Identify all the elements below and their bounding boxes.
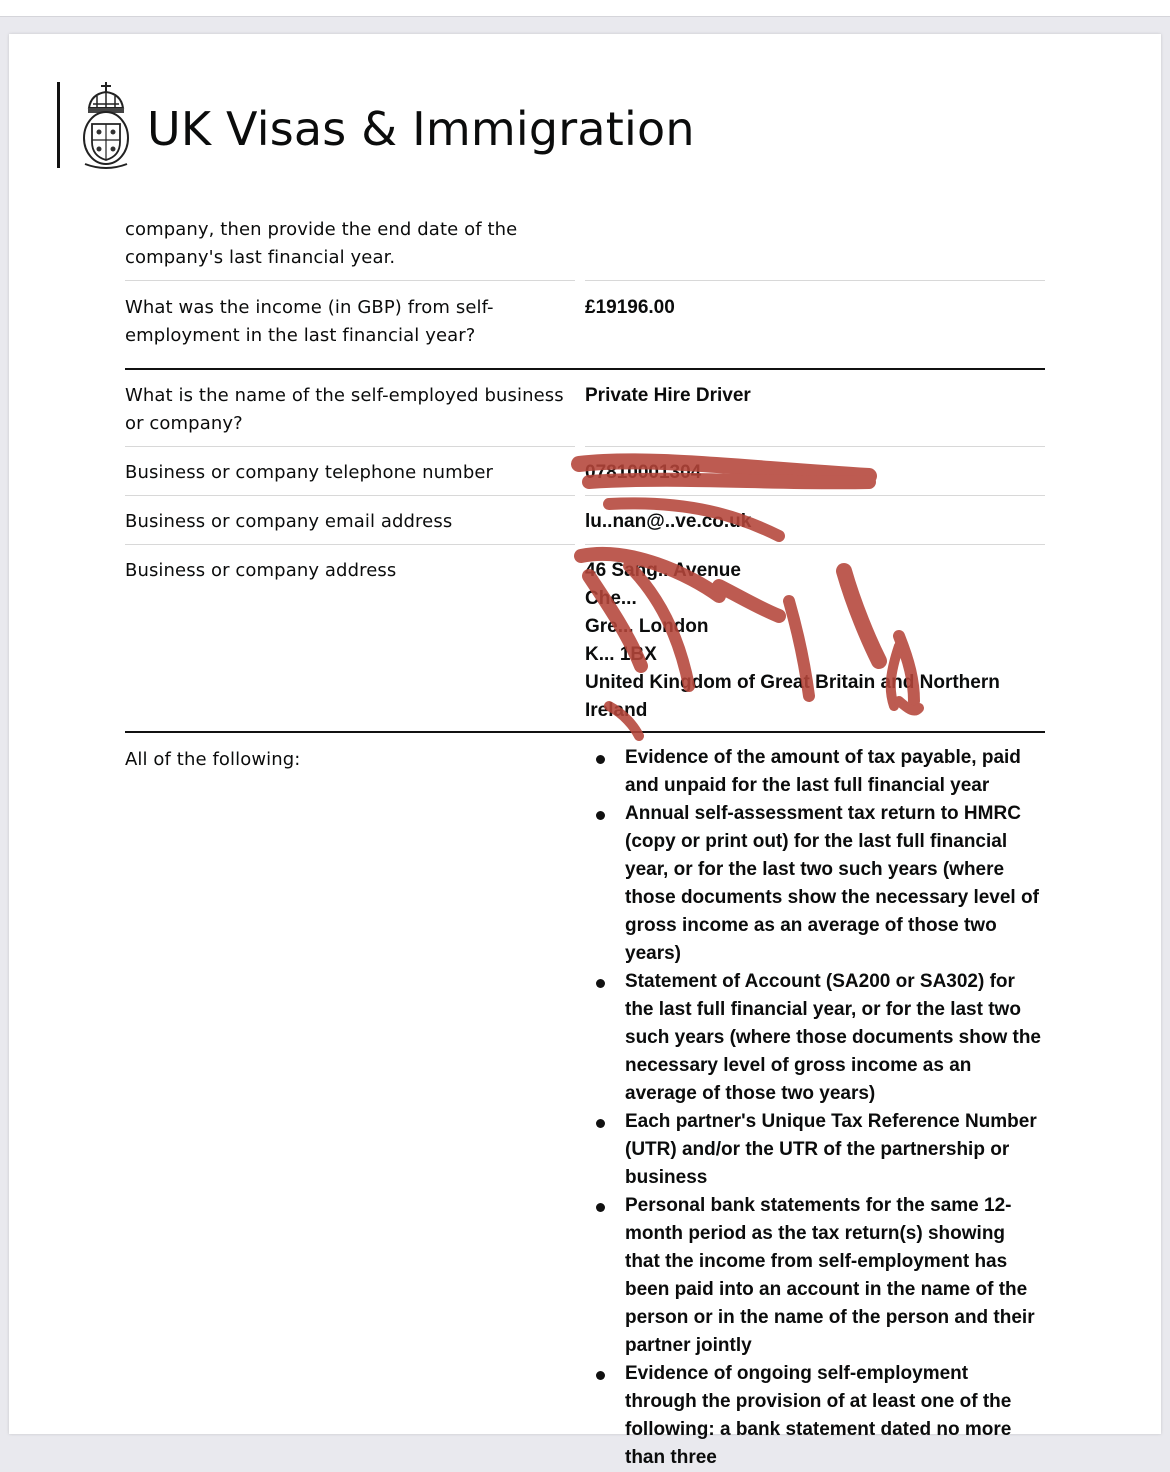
bullet-icon xyxy=(596,1203,605,1212)
question-text: What was the income (in GBP) from self-employment in the last financial year? xyxy=(125,297,494,346)
royal-crest-icon xyxy=(79,80,133,172)
table-row xyxy=(125,280,1045,368)
list-item xyxy=(585,800,1045,968)
bullet-icon xyxy=(596,1371,605,1380)
brand-title: UK Visas & Immigration xyxy=(147,102,695,156)
email-value: lu..nan@..ve.co.uk xyxy=(585,511,752,532)
address-line: United Kingdom of Great Britain and Northern xyxy=(585,672,1000,693)
brand-bar xyxy=(57,82,60,168)
question-text: Business or company email address xyxy=(125,511,453,532)
evidence-label: All of the following: xyxy=(125,749,301,770)
address-line: 46 Sang.. Avenue xyxy=(585,560,741,581)
list-item xyxy=(585,1108,1045,1192)
answer-text xyxy=(585,214,1045,280)
table-row xyxy=(125,446,1045,495)
list-item-text: Each partner's Unique Tax Reference Number (UTR) and/or the UTR of the partnership or business xyxy=(625,1111,1037,1188)
address-line: Ireland xyxy=(585,700,648,721)
list-item-text: Statement of Account (SA200 or SA302) for the last full financial year, or for the last two such years (where those documents show the necessary level of gross income as an average of those two years) xyxy=(625,971,1041,1104)
evidence-row xyxy=(125,731,1045,1472)
evidence-list-container xyxy=(585,744,1045,1472)
table-row xyxy=(125,214,1045,280)
list-item xyxy=(585,1360,1045,1472)
bullet-icon xyxy=(596,811,605,820)
document-page xyxy=(9,34,1161,1468)
question-text: Business or company telephone number xyxy=(125,462,494,483)
list-item-text: Evidence of ongoing self-employment through the provision of at least one of the following: a bank statement dated no more than three xyxy=(625,1363,1012,1468)
list-item xyxy=(585,968,1045,1108)
evidence-list xyxy=(585,744,1045,1472)
question-text: What is the name of the self-employed business or company? xyxy=(125,385,564,434)
bullet-icon xyxy=(596,1119,605,1128)
list-item-text: Personal bank statements for the same 12-month period as the tax return(s) showing that the income from self-employment has been paid into an account in the name of the person or in the name of the person and their partner jointly xyxy=(625,1195,1035,1356)
answers-table xyxy=(125,214,1045,1472)
list-item-text: Evidence of the amount of tax payable, paid and unpaid for the last full financial year xyxy=(625,747,1021,796)
business-name-value: Private Hire Driver xyxy=(585,385,751,406)
question-text: company, then provide the end date of the company's last financial year. xyxy=(125,219,518,268)
table-row xyxy=(125,368,1045,446)
bullet-icon xyxy=(596,755,605,764)
table-row xyxy=(125,495,1045,544)
previous-page-edge xyxy=(0,0,1170,17)
list-item xyxy=(585,744,1045,800)
bullet-icon xyxy=(596,979,605,988)
address-line: K... 1BX xyxy=(585,644,657,665)
address-value xyxy=(585,555,1045,731)
list-item-text: Annual self-assessment tax return to HMRC (copy or print out) for the last full financial year, or for the last two such years (where those documents show the necessary level of gross income as an average of those two years) xyxy=(625,803,1039,964)
income-value: £19196.00 xyxy=(585,297,675,318)
table-row xyxy=(125,544,1045,731)
telephone-value: 07810001304 xyxy=(585,462,702,483)
question-text: Business or company address xyxy=(125,560,397,581)
address-line: Che... xyxy=(585,588,637,609)
list-item xyxy=(585,1192,1045,1360)
address-line: Gre... London xyxy=(585,616,709,637)
